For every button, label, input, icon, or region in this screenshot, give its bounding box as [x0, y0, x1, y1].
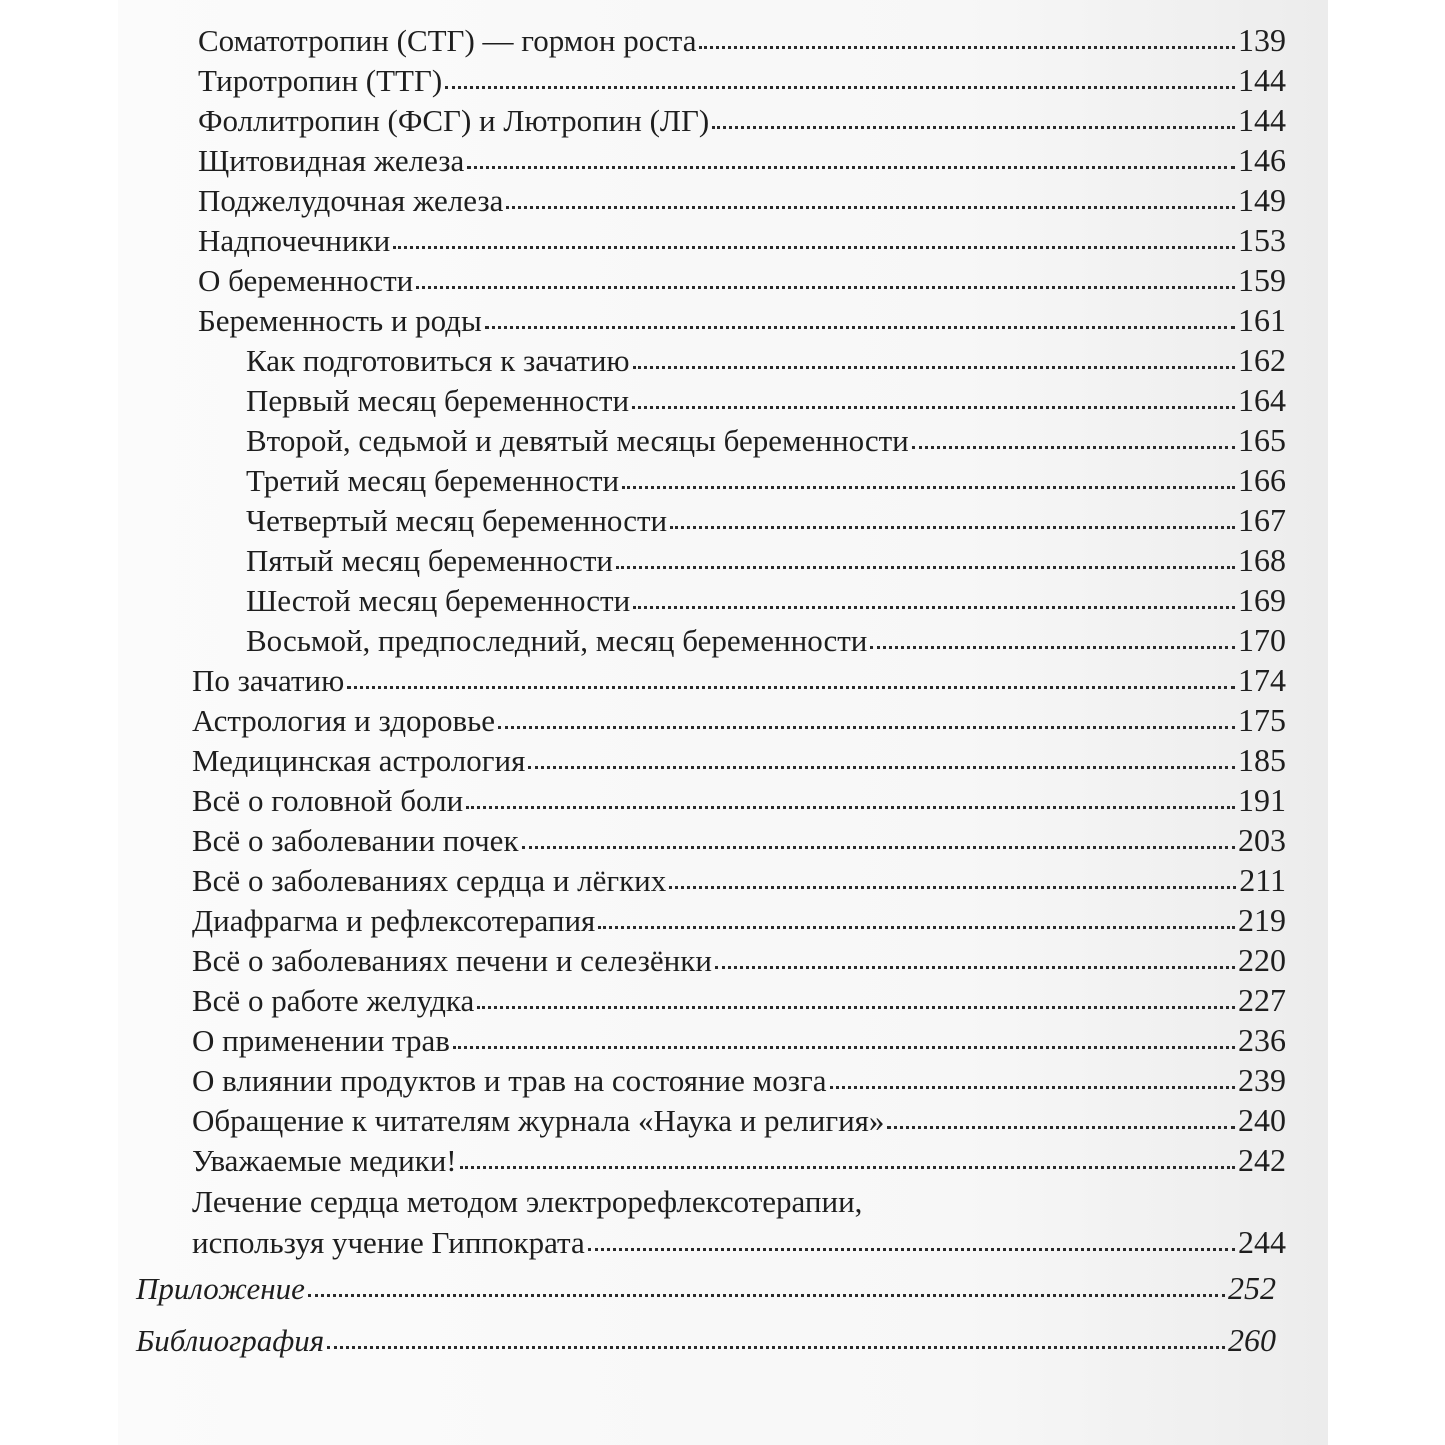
dot-leader	[715, 966, 1235, 969]
toc-entry	[192, 902, 1286, 939]
toc-entry-title: Щитовидная железа	[198, 143, 465, 178]
toc-entry-page: 211	[1239, 862, 1286, 898]
dot-leader	[327, 1346, 1225, 1349]
toc-entry	[198, 302, 1286, 339]
dot-leader	[485, 326, 1235, 329]
toc-entry-page: 144	[1238, 102, 1286, 138]
dot-leader	[633, 606, 1235, 609]
toc-entry	[198, 262, 1286, 299]
toc-entry-title: Лечение сердца методом электрорефлексотерапии,	[192, 1184, 863, 1219]
toc-entry-title: О применении трав	[192, 1023, 450, 1058]
toc-entry-title: Пятый месяц беременности	[246, 543, 613, 578]
toc-entry-title: По зачатию	[192, 663, 345, 698]
toc-entry	[198, 102, 1286, 139]
toc-entry-multiline	[192, 1184, 1286, 1220]
dot-leader	[830, 1086, 1236, 1089]
toc-entry-page: 146	[1238, 142, 1286, 178]
toc-entry	[192, 782, 1286, 819]
toc-entry-title: О беременности	[198, 263, 414, 298]
page-margin	[1328, 0, 1445, 1445]
toc-subentry	[246, 502, 1286, 539]
toc-bibliography-entry	[136, 1322, 1276, 1359]
toc-entry-page: 185	[1238, 742, 1286, 778]
dot-leader	[466, 806, 1235, 809]
toc-entry-title: Тиротропин (ТТГ)	[198, 63, 443, 98]
toc-entry-title: Беременность и роды	[198, 303, 482, 338]
toc-entry	[192, 1062, 1286, 1099]
toc-entry	[198, 62, 1286, 99]
toc-entry	[192, 1102, 1286, 1139]
dot-leader	[870, 646, 1235, 649]
toc-entry-title: Фоллитропин (ФСГ) и Лютропин (ЛГ)	[198, 103, 710, 138]
dot-leader	[670, 526, 1235, 529]
dot-leader	[522, 846, 1236, 849]
toc-entry-page: 169	[1238, 582, 1286, 618]
toc-entry	[192, 982, 1286, 1019]
dot-leader	[445, 86, 1235, 89]
toc-entry-title: Четвертый месяц беременности	[246, 503, 668, 538]
dot-leader	[347, 686, 1235, 689]
toc-entry-page: 227	[1238, 982, 1286, 1018]
dot-leader	[912, 446, 1235, 449]
toc-subentry	[246, 382, 1286, 419]
dot-leader	[712, 126, 1235, 129]
toc-entry-page: 168	[1238, 542, 1286, 578]
toc-entry-page: 260	[1228, 1322, 1276, 1358]
toc-entry-page: 242	[1238, 1142, 1286, 1178]
toc-entry-page: 174	[1238, 662, 1286, 698]
toc-entry	[198, 222, 1286, 259]
toc-entry-page: 239	[1238, 1062, 1286, 1098]
dot-leader	[632, 406, 1235, 409]
dot-leader	[528, 766, 1235, 769]
toc-entry-title: Как подготовиться к зачатию	[246, 343, 630, 378]
toc-entry-title: Приложение	[136, 1271, 305, 1306]
toc-subentry	[246, 342, 1286, 379]
toc-entry	[192, 742, 1286, 779]
toc-entry-title: Третий месяц беременности	[246, 463, 620, 498]
toc-entry-page: 236	[1238, 1022, 1286, 1058]
toc-entry-page: 167	[1238, 502, 1286, 538]
toc-entry-title: Поджелудочная железа	[198, 183, 504, 218]
dot-leader	[498, 726, 1235, 729]
toc-entry-page: 144	[1238, 62, 1286, 98]
toc-entry-title: Астрология и здоровье	[192, 703, 496, 738]
toc-entry	[192, 662, 1286, 699]
toc-entry-page: 149	[1238, 182, 1286, 218]
toc-entry-title: Шестой месяц беременности	[246, 583, 631, 618]
toc-entry-title: Восьмой, предпоследний, месяц беременности	[246, 623, 868, 658]
toc-entry-page: 162	[1238, 342, 1286, 378]
toc-entry-title: Обращение к читателям журнала «Наука и религия»	[192, 1103, 885, 1138]
toc-entry-title: Всё о заболеваниях сердца и лёгких	[192, 863, 667, 898]
toc-entry-page: 170	[1238, 622, 1286, 658]
dot-leader	[622, 486, 1235, 489]
dot-leader	[506, 206, 1235, 209]
toc-subentry	[246, 462, 1286, 499]
toc-entry-title: Надпочечники	[198, 223, 391, 258]
toc-entry-page: 161	[1238, 302, 1286, 338]
toc-subentry	[246, 542, 1286, 579]
toc-entry-title: Всё о заболевании почек	[192, 823, 519, 858]
dot-leader	[393, 246, 1235, 249]
dot-leader	[699, 46, 1235, 49]
toc-entry	[192, 822, 1286, 859]
toc-entry-title: О влиянии продуктов и трав на состояние мозга	[192, 1063, 827, 1098]
toc-entry-page: 220	[1238, 942, 1286, 978]
dot-leader	[598, 926, 1235, 929]
toc-entry-title: Библиография	[136, 1323, 325, 1358]
dot-leader	[669, 886, 1236, 889]
toc-entry-title: Соматотропин (СТГ) — гормон роста	[198, 23, 697, 58]
toc-entry	[198, 22, 1286, 59]
toc-entry	[198, 182, 1286, 219]
toc-entry	[192, 1142, 1286, 1179]
toc-entry-continuation	[192, 1224, 1286, 1261]
toc-entry-title: Всё о работе желудка	[192, 983, 475, 1018]
toc-entry	[192, 1022, 1286, 1059]
toc-entry-page: 139	[1238, 22, 1286, 58]
toc-entry-title: Всё о головной боли	[192, 783, 464, 818]
dot-leader	[588, 1248, 1235, 1251]
dot-leader	[633, 366, 1235, 369]
dot-leader	[453, 1046, 1235, 1049]
toc-entry-title: Всё о заболеваниях печени и селезёнки	[192, 943, 712, 978]
toc-entry-title-continuation: используя учение Гиппократа	[192, 1225, 585, 1260]
dot-leader	[477, 1006, 1235, 1009]
toc-appendix-entry	[136, 1270, 1276, 1307]
toc-entry-title: Второй, седьмой и девятый месяцы беременности	[246, 423, 909, 458]
toc-entry-page: 159	[1238, 262, 1286, 298]
toc-entry-page: 191	[1238, 782, 1286, 818]
toc-entry	[198, 142, 1286, 179]
toc-entry-title: Первый месяц беременности	[246, 383, 630, 418]
toc-entry-page: 153	[1238, 222, 1286, 258]
toc-subentry	[246, 422, 1286, 459]
toc-entry-page: 203	[1238, 822, 1286, 858]
toc-entry	[192, 862, 1286, 899]
toc-entry-title: Медицинская астрология	[192, 743, 526, 778]
dot-leader	[460, 1166, 1235, 1169]
toc-subentry	[246, 582, 1286, 619]
dot-leader	[416, 286, 1235, 289]
toc-entry	[192, 702, 1286, 739]
toc-entry-title: Диафрагма и рефлексотерапия	[192, 903, 596, 938]
toc-entry-page: 165	[1238, 422, 1286, 458]
toc-entry-page: 166	[1238, 462, 1286, 498]
toc-entry-page: 240	[1238, 1102, 1286, 1138]
toc-subentry	[246, 622, 1286, 659]
dot-leader	[308, 1294, 1225, 1297]
toc-entry	[192, 942, 1286, 979]
toc-entry-page: 175	[1238, 702, 1286, 738]
toc-entry-page: 244	[1238, 1224, 1286, 1260]
toc-entry-page: 252	[1228, 1270, 1276, 1306]
dot-leader	[616, 566, 1235, 569]
toc-entry-page: 219	[1238, 902, 1286, 938]
book-page	[118, 0, 1328, 1445]
toc-entry-title: Уважаемые медики!	[192, 1143, 457, 1178]
toc-entry-page: 164	[1238, 382, 1286, 418]
dot-leader	[887, 1126, 1235, 1129]
dot-leader	[467, 166, 1235, 169]
